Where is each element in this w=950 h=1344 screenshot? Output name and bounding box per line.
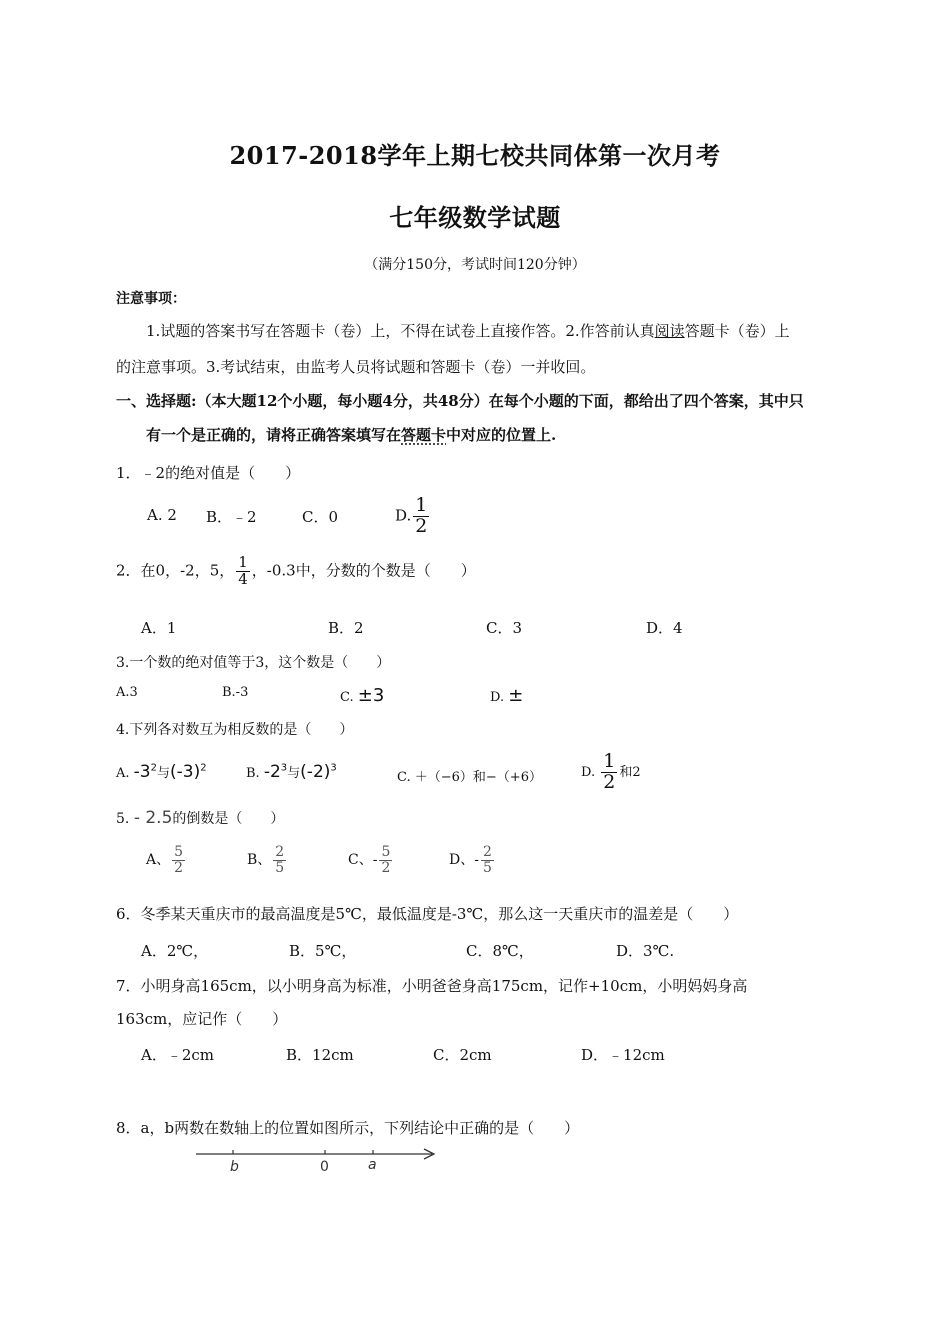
q7-option-b: B．12cm: [286, 1046, 354, 1064]
q3-option-c-label: C.: [340, 690, 354, 705]
label-b: b: [230, 1159, 239, 1175]
q4-a-base-1: -3: [133, 762, 151, 782]
q5-option-a: [146, 845, 187, 875]
q6-option-a: A．2℃，: [141, 942, 209, 960]
q4-option-c: C. ＋（−6）和−（+6）: [397, 770, 542, 785]
q3-option-c-math: ±3: [357, 685, 385, 706]
q4-b-exp-1: 3: [280, 762, 288, 774]
q6-stem: 6．冬季某天重庆市的最高温度是5℃，最低温度是-3℃，那么这一天重庆市的温差是（ ）: [116, 905, 739, 923]
fraction-denominator: 2: [603, 770, 616, 793]
q6-option-d: D．3℃.: [616, 942, 675, 960]
q3-option-d: [490, 685, 523, 706]
q5-option-b: [247, 845, 288, 875]
section-1-line-2-pre: 有一个是正确的，请将正确答案填写在: [146, 426, 402, 444]
q4-option-a: [116, 762, 207, 782]
q4-b-expr-2: [300, 762, 337, 782]
number-line-figure: [190, 1140, 450, 1180]
q4-a-expr-2: [170, 762, 207, 782]
q7-option-d: D．﹣12cm: [581, 1046, 665, 1064]
notes-heading: 注意事项：: [116, 291, 186, 307]
q4-a-exp-2: 2: [200, 762, 207, 774]
q5-option-c: [348, 845, 394, 875]
q2-fraction: [236, 555, 250, 588]
q5-stem-pre: 5.: [116, 811, 130, 827]
q7-option-c: C．2cm: [433, 1046, 492, 1064]
q1-option-b: B．﹣2: [206, 508, 257, 526]
fraction-denominator: 4: [238, 569, 248, 588]
q4-b-exp-2: 3: [330, 762, 337, 774]
fraction-denominator: 2: [174, 859, 184, 876]
q2-stem-pre: 2．在0，-2，5，: [116, 561, 235, 580]
q5-stem-math: - 2.5: [133, 808, 173, 828]
q5-option-d: [449, 845, 496, 875]
q6-option-b: B．5℃，: [289, 942, 357, 960]
notes-line-1-pre: 1.试题的答案书写在答题卡（卷）上，不得在试卷上直接作答。2.作答前认真: [146, 322, 655, 340]
q3-option-c: [340, 685, 384, 706]
label-0: 0: [320, 1159, 329, 1175]
q2-stem: [116, 555, 476, 588]
q1-option-d: [395, 496, 431, 537]
q7-stem-2: 163cm，应记作（ ）: [116, 1010, 288, 1028]
q4-a-base-2: (-3): [170, 762, 201, 782]
q4-stem: 4.下列各对数互为相反数的是（ ）: [116, 722, 354, 738]
fraction-numerator: 1: [238, 553, 248, 571]
section-1-line-2-emphasis: 答题卡: [401, 426, 447, 444]
q4-b-base-2: (-2): [300, 762, 331, 782]
q3-option-b: B.-3: [222, 685, 249, 700]
q5-option-d-fraction: [481, 845, 494, 875]
q5-option-b-label: B、: [247, 852, 272, 869]
q4-b-expr-1: [264, 762, 287, 782]
fraction-numerator: 2: [482, 844, 492, 860]
q1-option-d-fraction: [413, 496, 429, 537]
section-1-instructions: 一、选择题:（本大题12个小题，每小题4分，共48分）在每个小题的下面，都给出了四个答案，其中只: [116, 392, 804, 410]
q7-stem-1: 7．小明身高165cm，以小明身高为标准，小明爸爸身高175cm，记作+10cm，小明妈妈身高: [116, 977, 748, 995]
q2-stem-post: ，-0.3中，分数的个数是（ ）: [251, 561, 476, 580]
notes-line-1-post: 答题卡（卷）上: [684, 322, 790, 340]
fraction-numerator: 5: [381, 844, 391, 860]
q4-option-b: [246, 762, 337, 782]
fraction-denominator: 2: [381, 859, 391, 876]
q4-option-d-label: D.: [581, 764, 596, 780]
notes-line-1: [146, 320, 790, 341]
q4-a-exp-1: 2: [150, 762, 157, 774]
q4-option-d: [581, 752, 641, 793]
exam-score-time: （满分150分，考试时间120分钟）: [364, 257, 586, 273]
q7-option-a: A．﹣2cm: [141, 1046, 215, 1064]
q4-b-base-1: -2: [263, 762, 281, 782]
q1-stem: 1．﹣2的绝对值是（ ）: [116, 464, 301, 482]
q1-option-a: A. 2: [147, 506, 177, 524]
fraction-denominator: 5: [482, 859, 492, 876]
q4-option-d-post: 和2: [619, 764, 641, 780]
q5-option-b-fraction: [273, 845, 286, 875]
label-a: a: [368, 1157, 377, 1173]
q5-option-c-label: C、-: [348, 852, 378, 869]
fraction-numerator: 1: [603, 750, 616, 772]
fraction-numerator: 5: [174, 844, 184, 860]
exam-subject-title: 七年级数学试题: [389, 203, 561, 232]
q2-option-d: D．4: [646, 619, 683, 637]
q5-option-d-label: D、-: [449, 852, 479, 869]
q5-option-c-fraction: [379, 845, 392, 875]
fraction-denominator: 2: [415, 514, 428, 537]
q6-option-c: C．8℃，: [466, 942, 534, 960]
q4-option-b-label: B.: [246, 766, 260, 781]
q3-option-d-label: D.: [490, 690, 505, 705]
q2-option-b: B．2: [328, 619, 364, 637]
notes-line-2: 的注意事项。3.考试结束，由监考人员将试题和答题卡（卷）一并收回。: [116, 358, 596, 376]
q1-option-d-label: D.: [395, 506, 412, 525]
fraction-numerator: 2: [275, 844, 285, 860]
q4-b-and: 与: [287, 766, 301, 781]
section-1-line-2-post: 中对应的位置上.: [446, 426, 557, 444]
q3-stem: 3.一个数的绝对值等于3，这个数是（ ）: [116, 655, 391, 671]
q2-option-c: C．3: [486, 619, 523, 637]
fraction-denominator: 5: [275, 859, 285, 876]
fraction-numerator: 1: [415, 494, 428, 516]
notes-line-1-underlined: 阅读: [654, 322, 685, 340]
q4-option-d-fraction: [601, 752, 617, 793]
section-1-instructions-2: [146, 424, 556, 445]
q5-option-a-fraction: [172, 845, 185, 875]
q5-option-a-label: A、: [146, 852, 171, 869]
q3-option-a: A.3: [116, 685, 138, 700]
q8-stem: 8．a，b两数在数轴上的位置如图所示，下列结论中正确的是（ ）: [116, 1119, 580, 1137]
q4-a-expr-1: [134, 762, 157, 782]
q4-a-and: 与: [157, 766, 171, 781]
q1-option-c: C．0: [302, 508, 339, 526]
q4-option-a-label: A.: [116, 766, 130, 781]
q5-stem: [116, 808, 284, 828]
q5-stem-post: 的倒数是（ ）: [172, 811, 285, 827]
q3-option-d-math: ±: [508, 685, 524, 706]
q2-option-a: A．1: [141, 619, 177, 637]
exam-title: 2017-2018学年上期七校共同体第一次月考: [229, 141, 721, 170]
